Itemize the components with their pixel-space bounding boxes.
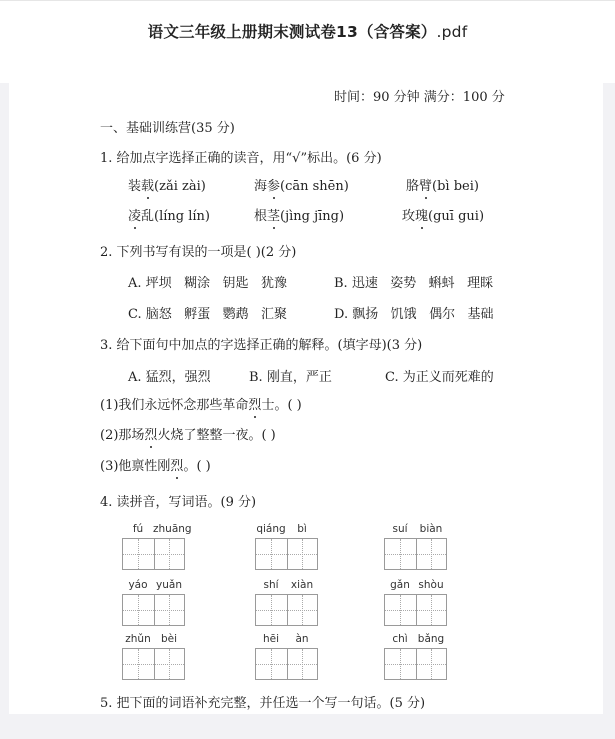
option-label: B. <box>249 370 263 385</box>
pinyin: gǎn <box>390 579 410 591</box>
pinyin: shòu <box>418 579 444 591</box>
grid-cell[interactable] <box>256 595 287 625</box>
question-3-title: 3. 给下面句中加点的字选择正确的解释。(填字母)(3 分) <box>100 338 423 353</box>
writing-grid[interactable] <box>122 579 186 627</box>
document-extension: .pdf <box>436 23 468 41</box>
sentence-text: (1)我们永远怀念那些革命 <box>100 398 249 413</box>
option-text: 为正义而死难的 <box>402 370 494 385</box>
writing-grid[interactable] <box>384 633 448 681</box>
grid-cell[interactable] <box>385 649 416 679</box>
q3-sentence-1 <box>100 398 302 414</box>
q2-option-b <box>334 276 493 292</box>
dotted-char: 烈 <box>144 428 158 443</box>
pinyin-options: (cān shēn) <box>280 179 349 194</box>
grid-cell[interactable] <box>287 649 318 679</box>
word: 饥饿 <box>390 307 417 322</box>
question-5-title: 5. 把下面的词语补充完整，并任选一个写一句话。(5 分) <box>100 696 426 711</box>
q1-item-6 <box>402 209 484 225</box>
question-1-text: 1. 给加点字选择正确的读音，用“√”标出。(6 分) <box>100 151 382 166</box>
grid-cell[interactable] <box>123 649 154 679</box>
char: 胳 <box>406 179 420 194</box>
writing-grid[interactable] <box>122 633 186 681</box>
tianzi-grid[interactable] <box>122 538 185 570</box>
word: 脑怒 <box>145 307 172 322</box>
grid-cell[interactable] <box>416 595 447 625</box>
char: 根 <box>254 209 268 224</box>
q2-option-a <box>128 276 287 292</box>
grid-cell[interactable] <box>385 595 416 625</box>
pinyin: shí <box>263 579 279 591</box>
word: 迅速 <box>351 276 378 291</box>
word: 偶尔 <box>429 307 456 322</box>
pinyin: bǎng <box>417 633 445 645</box>
grid-cell[interactable] <box>154 595 185 625</box>
option-label: B. <box>334 276 348 291</box>
pinyin: suí <box>392 523 408 535</box>
pinyin-options: (bì bei) <box>432 179 479 194</box>
q3-sentence-3 <box>100 459 211 475</box>
grid-cell[interactable] <box>154 539 185 569</box>
option-label: A. <box>128 370 142 385</box>
word: 鹦鹉 <box>222 307 249 322</box>
pinyin-options: (zǎi zài) <box>154 179 206 194</box>
word: 基础 <box>467 307 494 322</box>
document-title <box>0 20 615 42</box>
q1-item-4 <box>128 209 210 225</box>
word: 汇聚 <box>261 307 288 322</box>
q1-item-1 <box>128 179 206 195</box>
exam-meta: 时间：90 分钟 满分：100 分 <box>334 90 505 105</box>
pinyin: qiáng <box>256 523 286 535</box>
q3-choice-b <box>249 370 332 386</box>
option-label: A. <box>128 276 142 291</box>
char: 装 <box>128 179 142 194</box>
q2-option-c <box>128 307 287 323</box>
char: 玫 <box>402 209 416 224</box>
option-label: C. <box>385 370 399 385</box>
sentence-text: 士。( ) <box>261 398 302 413</box>
word: 理睬 <box>467 276 494 291</box>
char: 海 <box>254 179 268 194</box>
writing-grid[interactable] <box>255 579 319 627</box>
dotted-char: 烈 <box>248 398 262 413</box>
q1-item-5 <box>254 209 344 225</box>
grid-cell[interactable] <box>256 649 287 679</box>
q3-choice-a <box>128 370 211 386</box>
sentence-text: (3)他禀性刚 <box>100 459 171 474</box>
dotted-char: 凌 <box>128 209 142 224</box>
pinyin: yuǎn <box>156 579 182 591</box>
grid-cell[interactable] <box>287 595 318 625</box>
dotted-char: 载 <box>141 179 155 194</box>
word: 姿势 <box>390 276 417 291</box>
writing-grid[interactable] <box>384 523 448 571</box>
pinyin: àn <box>295 633 309 645</box>
option-text: 猛烈，强烈 <box>145 370 211 385</box>
writing-grid[interactable] <box>255 633 319 681</box>
dotted-char: 瑰 <box>415 209 429 224</box>
word: 糊涂 <box>184 276 211 291</box>
pinyin: zhuāng <box>153 523 192 535</box>
option-label: D. <box>334 307 349 322</box>
grid-cell[interactable] <box>123 539 154 569</box>
sentence-text: 火烧了整整一夜。( ) <box>157 428 276 443</box>
word: 犹豫 <box>260 276 287 291</box>
pinyin-options: (jìng jīng) <box>280 209 345 224</box>
pinyin-options: (guī gui) <box>428 209 485 224</box>
title-bar <box>0 0 615 83</box>
q3-choice-c <box>385 370 494 386</box>
tianzi-grid[interactable] <box>255 594 318 626</box>
writing-grid[interactable] <box>122 523 192 571</box>
question-4-title: 4. 读拼音，写词语。(9 分) <box>100 495 257 510</box>
q1-item-3 <box>406 179 479 195</box>
option-label: C. <box>128 307 142 322</box>
tianzi-grid[interactable] <box>255 648 318 680</box>
tianzi-grid[interactable] <box>255 538 318 570</box>
option-text: 刚直，严正 <box>266 370 332 385</box>
writing-grid[interactable] <box>384 579 448 627</box>
grid-cell[interactable] <box>256 539 287 569</box>
pinyin-options: (líng lín) <box>154 209 211 224</box>
sentence-text: (2)那场 <box>100 428 145 443</box>
pinyin: bì <box>297 523 307 535</box>
dotted-char: 参 <box>267 179 281 194</box>
pinyin: chì <box>392 633 408 645</box>
sentence-text: 。( ) <box>183 459 211 474</box>
pinyin: fú <box>132 523 144 535</box>
pdf-page[interactable] <box>9 82 603 714</box>
pinyin: xiàn <box>290 579 314 591</box>
grid-cell[interactable] <box>154 649 185 679</box>
word: 孵蛋 <box>184 307 211 322</box>
q2-option-d <box>334 307 494 323</box>
question-2-title: 2. 下列书写有误的一项是( )(2 分) <box>100 245 297 260</box>
grid-cell[interactable] <box>416 539 447 569</box>
char: 乱 <box>141 209 155 224</box>
tianzi-grid[interactable] <box>122 594 185 626</box>
q3-sentence-2 <box>100 428 276 444</box>
grid-cell[interactable] <box>385 539 416 569</box>
grid-cell[interactable] <box>287 539 318 569</box>
section-heading: 一、基础训练营(35 分) <box>100 121 235 136</box>
q1-item-2 <box>254 179 349 195</box>
writing-grid[interactable] <box>255 523 319 571</box>
word: 坪坝 <box>145 276 172 291</box>
word: 蝌蚪 <box>428 276 455 291</box>
tianzi-grid[interactable] <box>384 648 447 680</box>
word: 钥匙 <box>222 276 249 291</box>
viewer-background <box>0 714 615 739</box>
pinyin: zhǔn <box>125 633 151 645</box>
tianzi-grid[interactable] <box>122 648 185 680</box>
grid-cell[interactable] <box>123 595 154 625</box>
document-title-text: 语文三年级上册期末测试卷13（含答案） <box>147 23 437 41</box>
pinyin: biàn <box>419 523 443 535</box>
question-1-title <box>100 151 382 167</box>
dotted-char: 茎 <box>267 209 281 224</box>
pinyin: hēi <box>262 633 280 645</box>
pinyin: bèi <box>160 633 178 645</box>
pinyin: yáo <box>128 579 148 591</box>
dotted-char: 烈 <box>170 459 184 474</box>
grid-cell[interactable] <box>416 649 447 679</box>
tianzi-grid[interactable] <box>384 594 447 626</box>
tianzi-grid[interactable] <box>384 538 447 570</box>
dotted-char: 臂 <box>419 179 433 194</box>
word: 飘扬 <box>352 307 379 322</box>
